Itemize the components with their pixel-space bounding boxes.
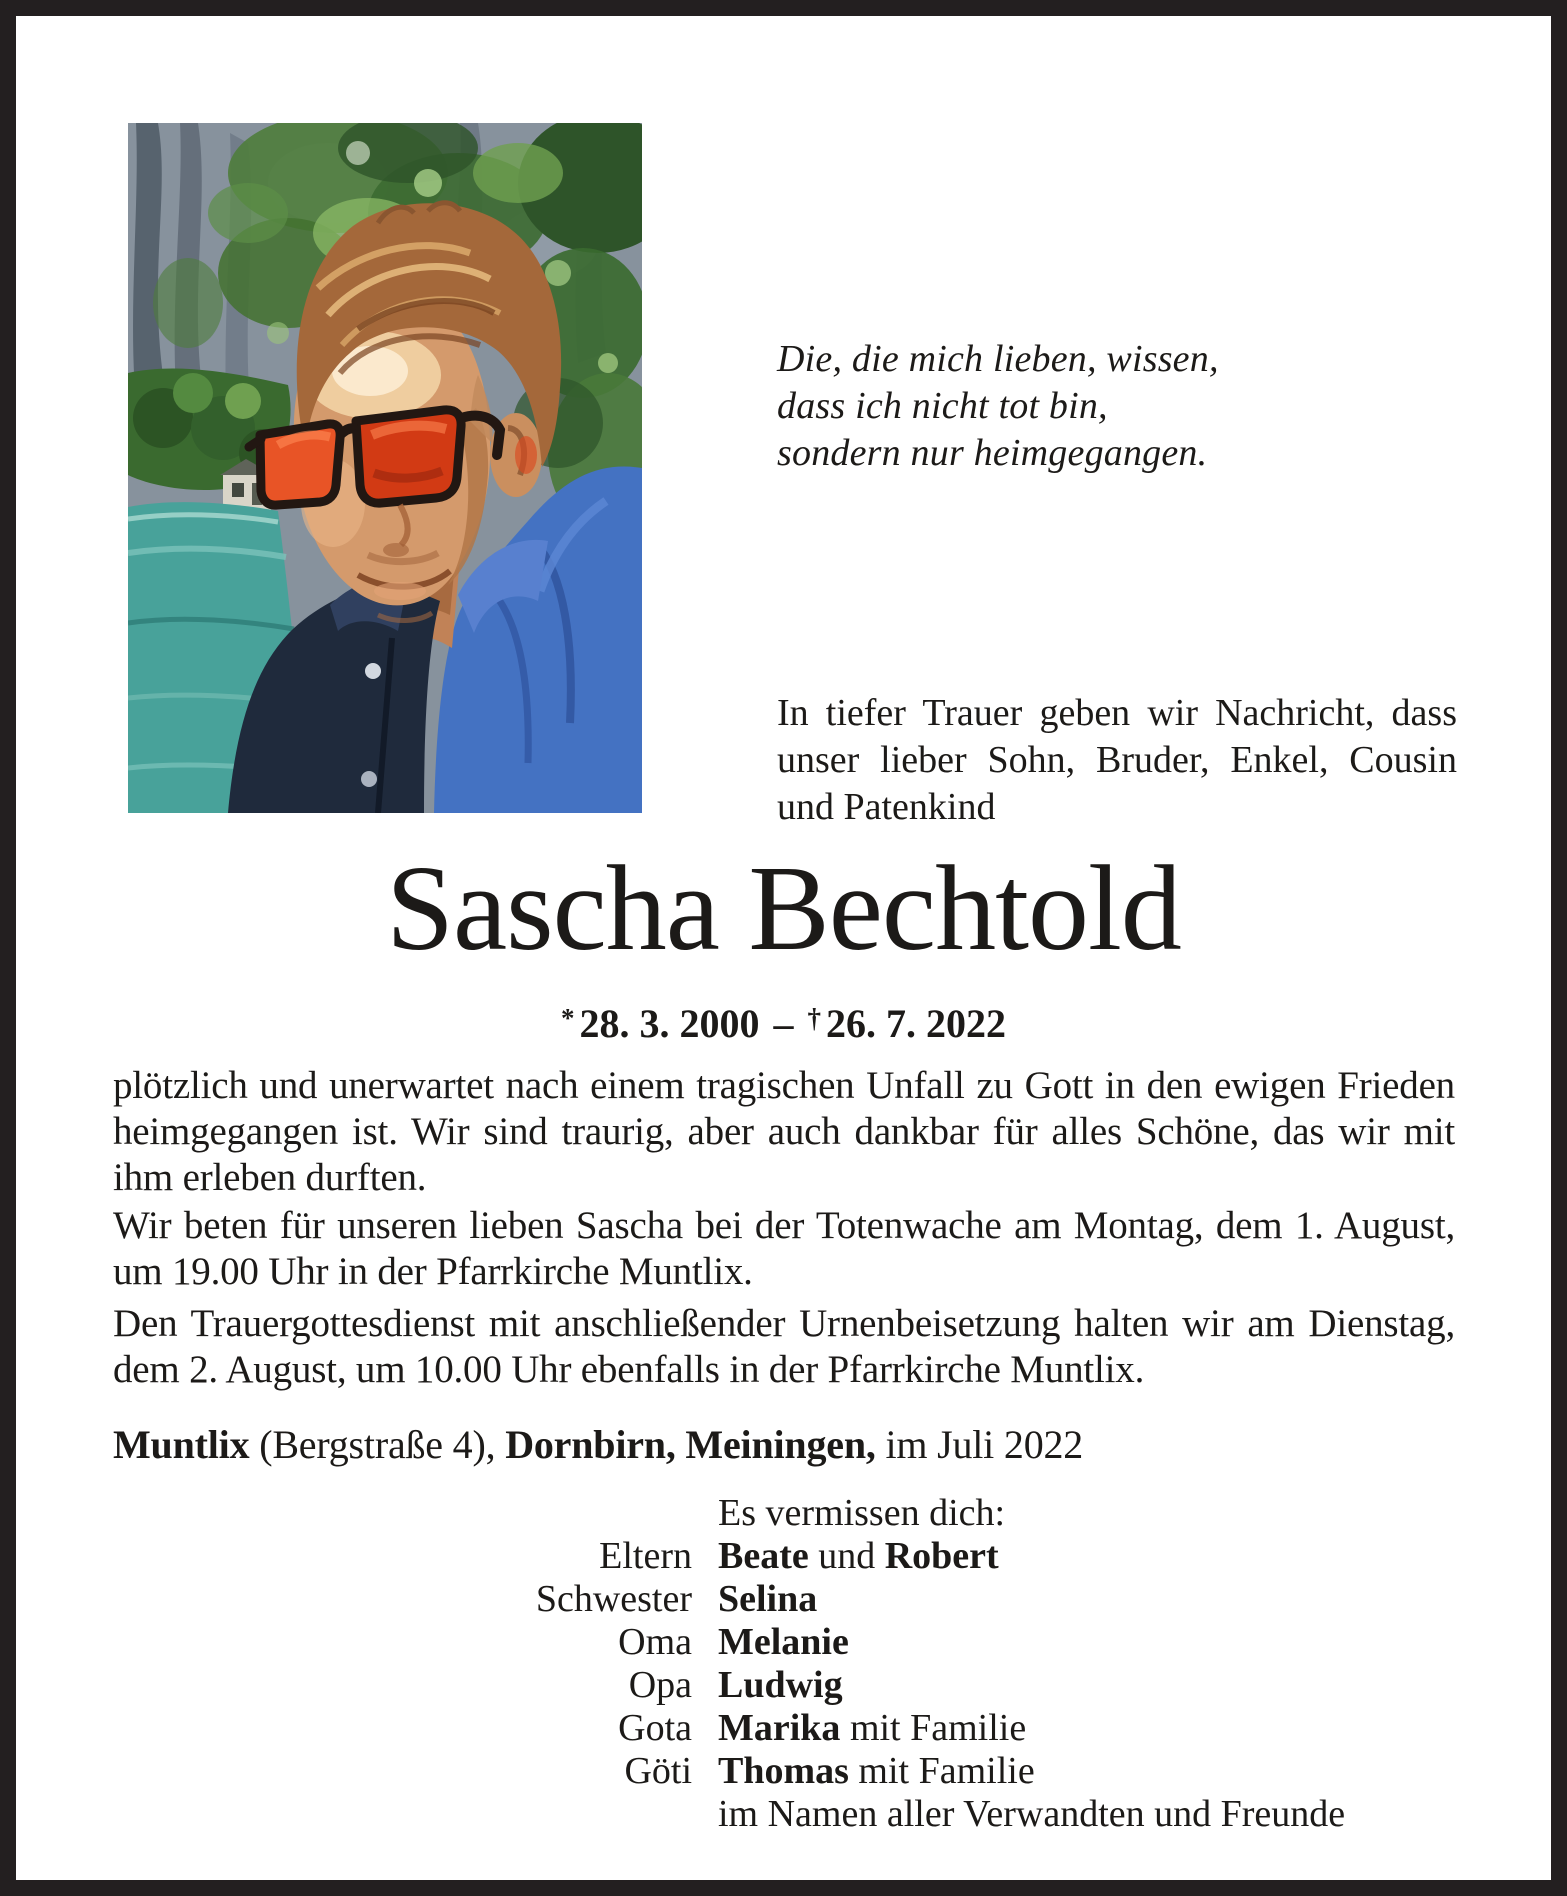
- location-street: (Bergstraße 4),: [249, 1422, 506, 1467]
- death-date: 26. 7. 2022: [826, 1001, 1006, 1046]
- mourner-row-goeti: [113, 1750, 1455, 1793]
- mourners-closing: im Namen aller Verwandten und Freunde: [718, 1793, 1346, 1835]
- mourner-label: Opa: [628, 1664, 692, 1706]
- location-month: im Juli 2022: [875, 1422, 1084, 1467]
- paragraph-totenwache: Wir beten für unseren lieben Sascha bei der Totenwache am Montag, dem 1. August, um 19.00 Uhr in der Pfarrkirche Muntlix.: [113, 1204, 1455, 1293]
- mourner-row-gota: [113, 1707, 1455, 1750]
- location-other-towns: Dornbirn, Meiningen,: [505, 1422, 876, 1467]
- mourners-intro: Es vermissen dich:: [718, 1492, 1006, 1534]
- quote-line-3: sondern nur heimgegangen.: [777, 432, 1208, 474]
- mourner-label-empty: [113, 1793, 718, 1836]
- mourner-names: Melanie: [718, 1621, 849, 1663]
- birth-date: 28. 3. 2000: [579, 1001, 760, 1046]
- mourner-names: Thomas mit Familie: [718, 1750, 1035, 1792]
- mourner-names: Marika mit Familie: [718, 1707, 1027, 1749]
- mourner-row-oma: [113, 1621, 1455, 1664]
- mourner-names: Beate und Robert: [718, 1535, 999, 1577]
- mourner-label: Gota: [618, 1707, 692, 1749]
- announcement-intro: In tiefer Trauer geben wir Nachricht, dass unser lieber Sohn, Bruder, Enkel, Cousin und Patenkind: [777, 692, 1457, 828]
- quote-line-1: Die, die mich lieben, wissen,: [777, 338, 1219, 380]
- quote-line-2: dass ich nicht tot bin,: [777, 385, 1108, 427]
- life-dates: [56, 1000, 1511, 1047]
- mourner-label: Eltern: [599, 1535, 692, 1577]
- mourner-label: Schwester: [535, 1578, 692, 1620]
- mourner-label: Oma: [618, 1621, 692, 1663]
- mourner-label: Göti: [624, 1750, 692, 1792]
- mourner-names: Selina: [718, 1578, 818, 1620]
- paragraph-death-circumstances: plötzlich und unerwartet nach einem tragischen Unfall zu Gott in den ewigen Frieden heimgegangen ist. Wir sind traurig, aber auch dankbar für alles Schöne, das wir mit ihm erleben durften.: [113, 1064, 1455, 1199]
- mourners-list: [113, 1492, 1455, 1836]
- mourner-row-schwester: [113, 1578, 1455, 1621]
- location-date-line: [113, 1421, 1083, 1468]
- paragraph-trauergottesdienst: Den Trauergottesdienst mit anschließender Urnenbeisetzung halten wir am Dienstag, dem 2. August, um 10.00 Uhr ebenfalls in der Pfarrkirche Muntlix.: [113, 1302, 1455, 1391]
- mourner-label-empty: [113, 1492, 718, 1535]
- mourners-intro-row: [113, 1492, 1455, 1535]
- death-cross-symbol: †: [807, 1003, 821, 1033]
- portrait-photo: [128, 123, 642, 813]
- mourner-row-opa: [113, 1664, 1455, 1707]
- dates-separator: –: [773, 1001, 794, 1046]
- mourner-row-eltern: [113, 1535, 1455, 1578]
- mourners-closing-row: [113, 1793, 1455, 1836]
- mourner-names: Ludwig: [718, 1664, 843, 1706]
- memorial-quote: [777, 336, 1219, 477]
- birth-star-symbol: *: [561, 1003, 575, 1033]
- deceased-name: Sascha Bechtold: [386, 841, 1181, 976]
- location-town: Muntlix: [113, 1422, 250, 1467]
